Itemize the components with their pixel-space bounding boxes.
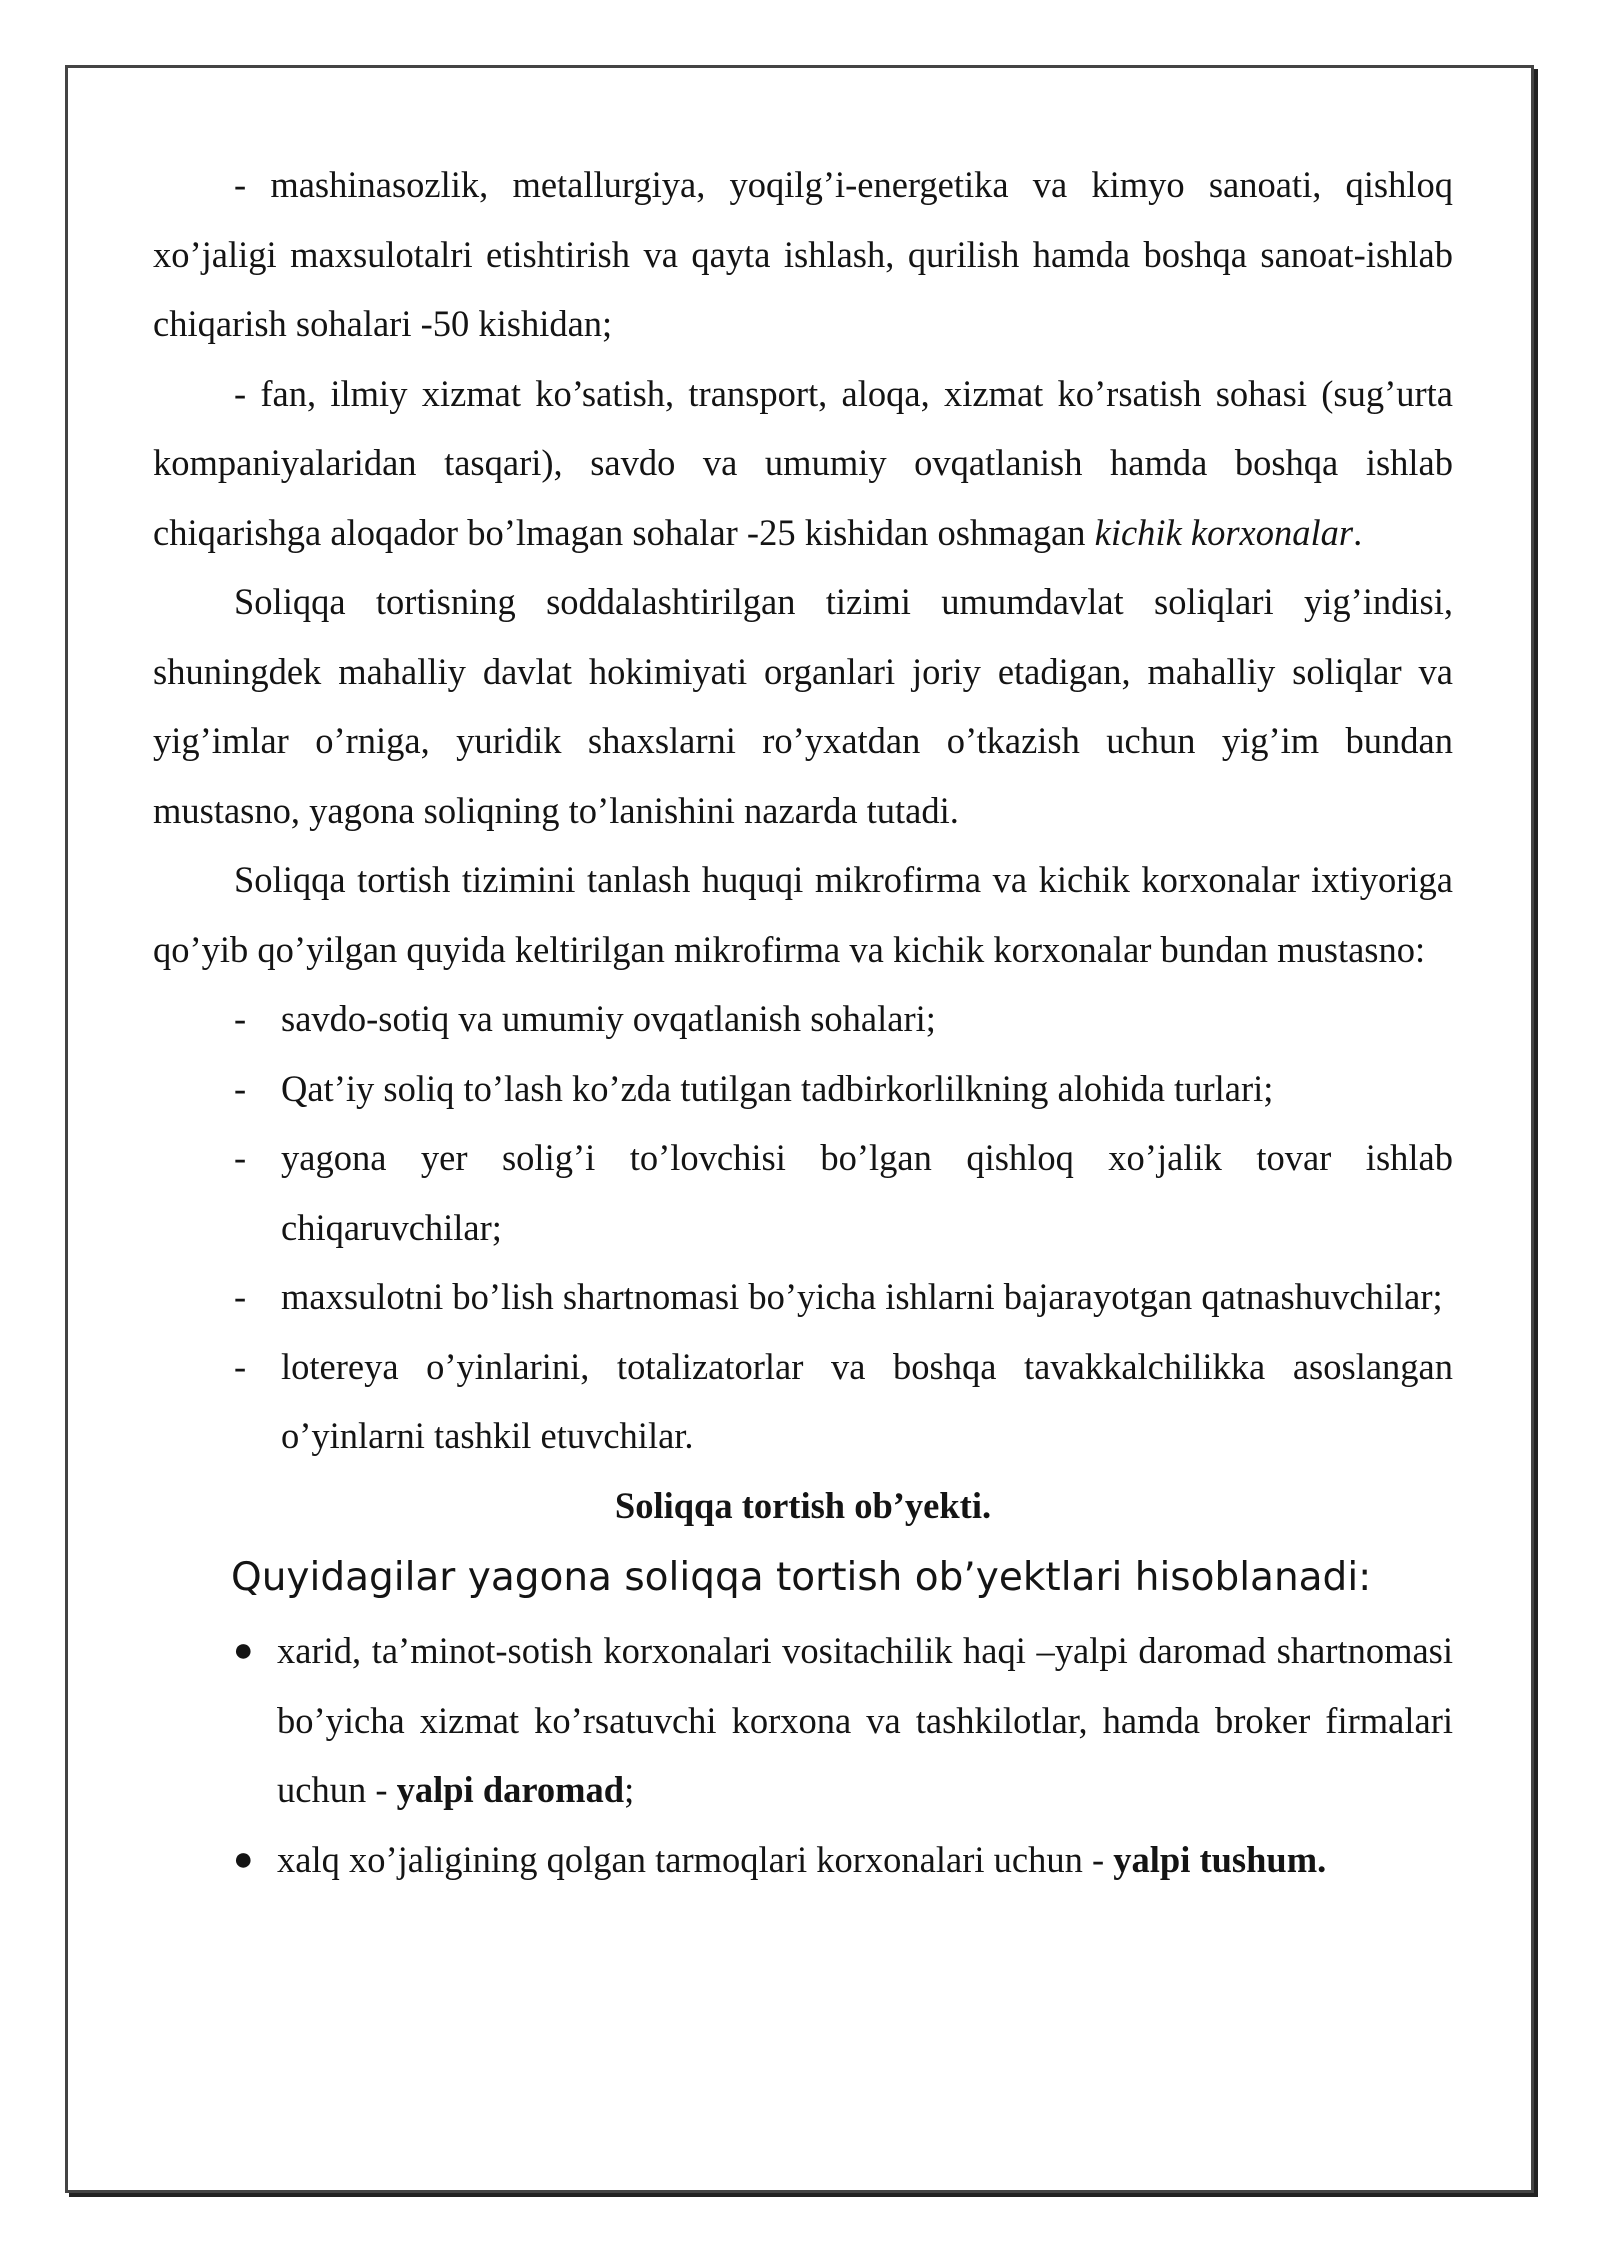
list-item: [153, 1616, 1453, 1825]
tax-object-list: [153, 1616, 1453, 1894]
list-item-text: yagona yer solig’i to’lovchisi bo’lgan qishloq xo’jalik tovar ishlab chiqaruvchilar;: [281, 1137, 1453, 1248]
list-item: [153, 1262, 1453, 1332]
paragraph-services-limit: [153, 359, 1453, 568]
bullet-icon: ●: [233, 1840, 254, 1878]
section-subheading: Quyidagilar yagona soliqqa tortish ob’yektlari hisoblanadi:: [231, 1555, 1372, 1600]
exception-list: [153, 984, 1453, 1471]
list-item-text: Qat’iy soliq to’lash ko’zda tutilgan tadbirkorlilkning alohida turlari;: [281, 1067, 1274, 1109]
italic-term: kichik korxonalar: [1094, 511, 1354, 553]
bullet-icon: ●: [233, 1632, 254, 1669]
paragraph-end: .: [1353, 511, 1363, 553]
paragraph-text: - mashinasozlik, metallurgiya, yoqilg’i-energetika va kimyo sanoati, qishloq xo’jaligi maxsulotalri etishtirish va qayta ishlash, qurilish hamda boshqa sanoat-ishlab chiqarish sohalari -50 kishidan;: [153, 164, 1453, 344]
section-heading: Soliqqa tortish ob’yekti.: [614, 1484, 992, 1526]
dash-marker: -: [234, 998, 247, 1039]
list-item-text: lotereya o’yinlarini, totalizatorlar va boshqa tavakkalchilikka asoslangan o’yinlarni tashkil etuvchilar.: [281, 1345, 1453, 1456]
list-item: [153, 1825, 1453, 1895]
dash-marker: -: [234, 1276, 247, 1317]
list-item: [153, 1054, 1453, 1124]
list-item-text: xarid, ta’minot-sotish korxonalari vositachilik haqi –yalpi daromad shartnomasi bo’yicha xizmat ko’rsatuvchi korxona va tashkilotlar, hamda broker firmalari uchun -: [277, 1630, 1453, 1810]
paragraph-choice-right: [153, 845, 1453, 984]
document-body: [153, 150, 1453, 1894]
list-item-text: savdo-sotiq va umumiy ovqatlanish sohalari;: [281, 998, 936, 1039]
list-item: [153, 1123, 1453, 1262]
paragraph-text: Soliqqa tortish tizimini tanlash huquqi mikrofirma va kichik korxonalar ixtiyoriga qo’yib qo’yilgan quyida keltirilgan mikrofirma va kichik korxonalar bundan mustasno:: [153, 859, 1453, 970]
bold-term: yalpi daromad: [396, 1769, 625, 1810]
bold-term: yalpi tushum.: [1113, 1838, 1327, 1880]
list-item: [153, 984, 1453, 1054]
paragraph-text: Soliqqa tortisning soddalashtirilgan tizimi umumdavlat soliqlari yig’indisi, shuningdek mahalliy davlat hokimiyati organlari joriy etadigan, mahalliy soliqlar va yig’imlar o’rniga, yuridik shaxslarni ro’yxatdan o’tkazish uchun yig’im bundan mustasno, yagona soliqning to’lanishini nazarda tutadi.: [153, 581, 1453, 831]
paragraph-industry-limit: [153, 150, 1453, 359]
list-item-text: maxsulotni bo’lish shartnomasi bo’yicha ishlarni bajarayotgan qatnashuvchilar;: [281, 1276, 1443, 1317]
dash-marker: -: [234, 1067, 247, 1109]
dash-marker: -: [234, 1137, 247, 1178]
paragraph-simplified-system: [153, 567, 1453, 845]
paragraph-text: - fan, ilmiy xizmat ko’satish, transport, aloqa, xizmat ko’rsatish sohasi (sug’urta kompaniyalaridan tasqari), savdo va umumiy ovqatlanish hamda boshqa ishlab chiqarishga aloqador bo’lmagan sohalar -25 kishidan oshmagan: [153, 372, 1453, 553]
list-item-end: ;: [624, 1769, 635, 1810]
dash-marker: -: [234, 1345, 247, 1387]
list-item: [153, 1332, 1453, 1471]
list-item-text: xalq xo’jaligining qolgan tarmoqlari korxonalari uchun -: [277, 1838, 1114, 1880]
